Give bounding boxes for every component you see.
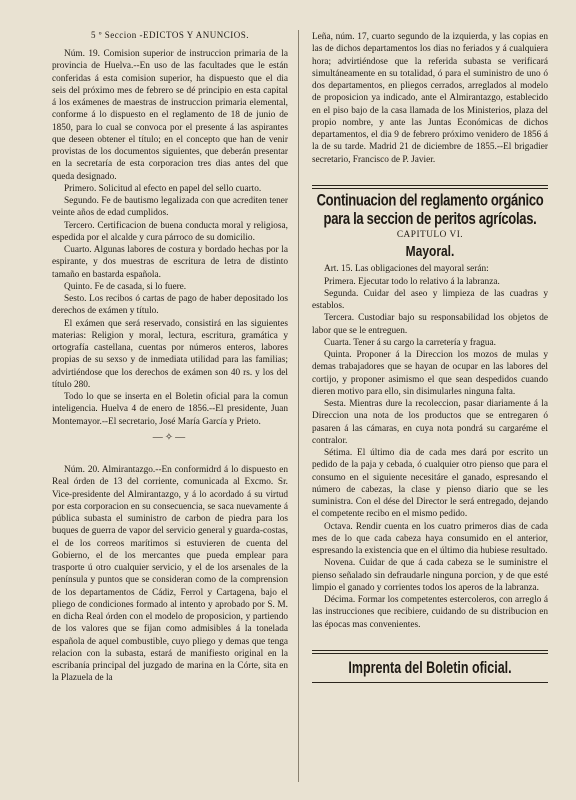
reglamento-title: Continuacion del reglamento orgánico para la seccion de peritos agrícolas. bbox=[316, 190, 544, 228]
mayoral-heading: Mayoral. bbox=[405, 242, 455, 260]
title-rule bbox=[312, 185, 548, 189]
notice-19-closing: Todo lo que se inserta en el Boletin oficial para la comun inteligencia. Huelva 4 de enero de 1856.--El presidente, Juan Montemayor.--El secretario, José María García y Prieto. bbox=[52, 392, 288, 427]
chapter-heading: CAPITULO VI. bbox=[396, 229, 464, 240]
footer-rule bbox=[312, 650, 548, 654]
duty-2: Segunda. Cuidar del aseo y limpieza de las cuadras y establos. bbox=[312, 288, 548, 311]
duty-9: Novena. Cuidar de que á cada cabeza se le suministre el pienso señalado sin defraudarle ninguna porcion, y de que esté limpio el ganado y corrientes todos los aperos de la labranza. bbox=[312, 558, 548, 593]
notice-19-intro: Núm. 19. Comision superior de instruccion primaria de la provincia de Huelva.--En uso de las facultades que le están conferidas á esta comision superior, ha dispuesto que el dia seis del próximo mes de febrero se dé principio en esta capital á los exámenes de maestras de instruccion primaria elemental, conforme á lo dispuesto en el reglamento de 18 de junio de 1850, para lo cual se convoca por el presente á las aspirantes que deseen obtener el título; en el concepto que han de venir provistas de los documentos siguientes, que deberán presentar en la secretaría de esta corporacion tres dias antes del que queda designado. bbox=[52, 49, 288, 182]
notice-19-item-6: Sesto. Los recibos ó cartas de pago de haber depositado los derechos de exámen y título. bbox=[52, 294, 288, 317]
notice-19-item-1: Primero. Solicitud al efecto en papel del sello cuarto. bbox=[64, 183, 262, 194]
article-15: Art. 15. Las obligaciones del mayoral serán: bbox=[324, 264, 489, 275]
section-header: 5 º Seccion -EDICTOS Y ANUNCIOS. bbox=[91, 30, 249, 40]
duty-6: Sesta. Mientras dure la recoleccion, pasar diariamente á la Direccion una nota de los productos que se entregaren ó pasaren á las cámaras, en cuya nota pondrá su cargaréme el contralor. bbox=[312, 399, 548, 446]
notice-19-item-3: Tercero. Certificacion de buena conducta moral y religiosa, espedida por el alcalde y cura párroco de su domicilio. bbox=[52, 220, 288, 243]
ornament-separator: —✧— bbox=[152, 431, 188, 443]
footer-rule-bottom bbox=[312, 682, 548, 683]
notice-19-item-2: Segundo. Fe de bautismo legalizada con que acrediten tener veinte años de edad cumplidos. bbox=[52, 196, 288, 219]
duty-1: Primera. Ejecutar todo lo relativo á la labranza. bbox=[324, 276, 500, 287]
notice-19-exam: El exámen que será reservado, consistirá en las siguientes materias: Religion y moral, lectura, escritura, gramática y ortografía castellana, cuentas por números enteros, labores propias de su sexso y de inmediata utilidad para las familias; advirtiéndose que los derechos de exámen son 40 rs. y los del título 280. bbox=[52, 318, 288, 390]
column-divider bbox=[298, 30, 299, 782]
notice-19-item-4: Cuarto. Algunas labores de costura y bordado hechas por la espirante, y dos muestras de escritura de letra de distinto tamaño en bastarda española. bbox=[52, 245, 288, 280]
duty-8: Octava. Rendir cuenta en los cuatro primeros dias de cada mes de lo que cada cabeza haya consumido en el anterior, espresando la existencia que en el último dia hubiese resultado. bbox=[312, 521, 548, 556]
duty-10: Décima. Formar los competentes estercoleros, con arreglo á las instrucciones que recibiere, cuidando de su distribucion en las épocas mas convenientes. bbox=[312, 595, 548, 630]
notice-19-item-5: Quinto. Fe de casada, si lo fuere. bbox=[64, 281, 187, 292]
duty-5: Quinta. Proponer á la Direccion los mozos de mulas y demas trabajadores que se hayan de ocupar en las labores del cortijo, y proponer asimismo el que sean despedidos cuando dieren motivo para ello, sin disimularles ninguna falta. bbox=[312, 350, 548, 397]
notice-20: Núm. 20. Almirantazgo.--En conformidrd á lo dispuesto en Real órden de 13 del corriente, comunicada al Excmo. Sr. Vice-presidente del Almirantazgo, y á lo acordado á su virtud por esta corporacion en su consecuencia, se saca nuevamente á pública subasta el suministro de carbon de piedra para los buques de guerra de vapor del servicio general y guarda-costas, el de los correos marítimos si estuvieren de cuenta del Gobierno, el de los mercantes que pueda emplear para trasporte ú otro cualquier servicio, y el de los arsenales de la península y puntos que se consideran como de la comprension de los departamentos de Cádiz, Ferrol y Cartagena, bajo el pliego de condiciones formado al intento y aprobado por S. M. en dicha Real órden con el modelo de proposicion, y partiendo de los valores que se fijan como admisibles á la tonelada española de aquel combustible, cuyo pliego y demas que tenga relacion con la subasta, estará de manifiesto original en la escribanía principal del juzgado de marina en la Córte, sita en la Plazuela de la bbox=[52, 465, 288, 684]
duty-4: Cuarta. Tener á su cargo la carretería y fragua. bbox=[324, 337, 496, 348]
duty-3: Tercera. Custodiar bajo su responsabilidad los objetos de labor que se le entreguen. bbox=[312, 313, 548, 336]
left-column bbox=[52, 48, 288, 685]
duty-7: Sétima. El último dia de cada mes dará por escrito un pedido de la paja y cebada, ó cualquier otro pienso que para el consumo en el siguiente necesitáre el ganado, espresando el número de cabezas, la clase y pienso diario que se les suministra. Con el dése del Director le será entregado, dejando el competente recibo en el mismo pedido. bbox=[312, 448, 548, 520]
right-column bbox=[312, 31, 548, 688]
printer-imprint: Imprenta del Boletin oficial. bbox=[348, 658, 512, 677]
notice-20-continued: Leña, núm. 17, cuarto segundo de la izquierda, y las copias en las de dichos departamentos los dias no feriados y á cualquiera hora; advirtiéndose que la referida subasta se verificará simultáneamente en su totalidad, ó para el suministro de uno ó dos departamentos, en pliegos cerrados, arreglados al modelo de proposicion ya indicado, ante el Almirantazgo, establecido en el piso bajo de la casa llamada de los Ministerios, plaza del propio nombre, y ante las Juntas Económicas de dichos departamentos, el dia 9 de febrero próximo venidero de 1856 á la de su tarde. Madrid 21 de diciembre de 1855.--El brigadier secretario, Francisco de P. Javier. bbox=[312, 32, 548, 165]
